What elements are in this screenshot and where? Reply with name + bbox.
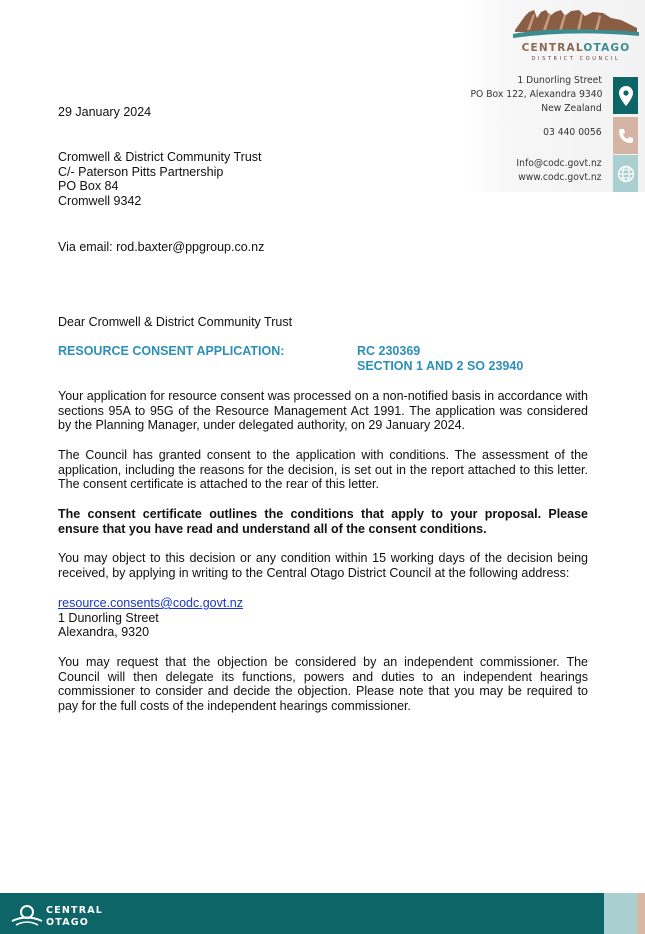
objection-address — [58, 596, 243, 640]
footer-accent-tan — [637, 893, 645, 934]
mountain-logo-icon — [513, 6, 639, 42]
paragraph-commissioner: You may request that the objection be considered by an independent commissioner. The Council will then delegate its functions, powers and duties to an independent hearings commissioner to consider and decide the objection. Please note that you may be required to pay for the full costs of the independent hearings commissioner. — [58, 655, 588, 713]
subject-label: RESOURCE CONSENT APPLICATION: — [58, 344, 285, 358]
address-line-1: 1 Dunorling Street — [517, 75, 602, 86]
phone-icon — [613, 117, 638, 154]
paragraph-objection: You may object to this decision or any condition within 15 working days of the decision being received, by applying in writing to the Central Otago District Council at the following address: — [58, 551, 588, 580]
logo-word-central: CENTRAL — [521, 42, 584, 54]
paragraph-conditions-notice: The consent certificate outlines the conditions that apply to your proposal. Please ensure that you have read and understand all of the consent conditions. — [58, 507, 588, 536]
objection-address-line: Alexandra, 9320 — [58, 625, 150, 640]
address-line-2: PO Box 122, Alexandra 9340 — [469, 89, 602, 100]
location-pin-icon — [613, 77, 638, 114]
paragraph-decision: The Council has granted consent to the application with conditions. The assessment of the application, including the reasons for the decision, is set out in the report attached to this letter. The consent certificate is attached to the rear of this letter. — [58, 448, 588, 492]
footer-logo-otago: OTAGO — [46, 917, 90, 928]
salutation: Dear Cromwell & District Community Trust — [58, 315, 293, 329]
footer-accent-light — [604, 893, 637, 934]
subject-reference — [357, 344, 523, 373]
recipient-line: C/- Paterson Pitts Partnership — [58, 164, 224, 179]
via-email-line: Via email: rod.baxter@ppgroup.co.nz — [58, 240, 265, 254]
footer-logo-central: CENTRAL — [46, 905, 104, 916]
letter-date: 29 January 2024 — [58, 105, 152, 119]
consent-number: RC 230369 — [357, 344, 421, 358]
recipient-line: Cromwell 9342 — [58, 193, 142, 208]
recipient-line: Cromwell & District Community Trust — [58, 150, 262, 164]
council-logo — [513, 6, 639, 62]
logo-subtitle: DISTRICT COUNCIL — [531, 56, 621, 62]
globe-icon — [613, 155, 638, 192]
objection-email-link[interactable]: resource.consents@codc.govt.nz — [58, 596, 244, 610]
paragraph-processing: Your application for resource consent was processed on a non-notified basis in accordance with sections 95A to 95G of the Resource Management Act 1991. The application was considered by the Planning Manager, under delegated authority, on 29 January 2024. — [58, 389, 588, 433]
recipient-line: PO Box 84 — [58, 179, 119, 194]
footer-logo-icon — [10, 903, 44, 927]
contact-website[interactable]: www.codc.govt.nz — [518, 172, 602, 183]
logo-word-otago: OTAGO — [583, 42, 631, 54]
contact-email[interactable]: Info@codc.govt.nz — [516, 158, 602, 169]
address-line-3: New Zealand — [541, 103, 602, 114]
objection-address-line: 1 Dunorling Street — [58, 610, 159, 625]
recipient-address — [58, 150, 262, 208]
phone-number: 03 440 0056 — [543, 127, 602, 138]
legal-description: SECTION 1 AND 2 SO 23940 — [357, 358, 524, 373]
